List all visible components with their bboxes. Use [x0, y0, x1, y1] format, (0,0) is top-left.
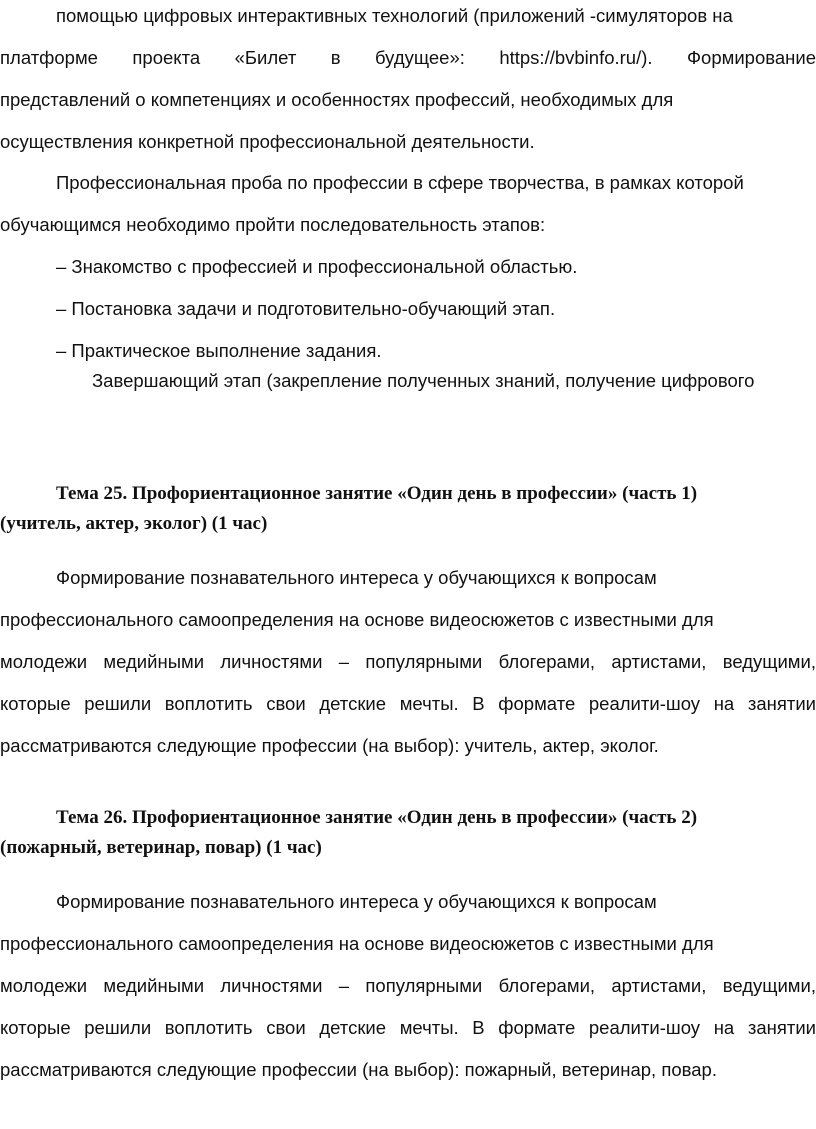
- topic25-body-line-2: профессионального самоопределения на основе видеосюжетов с известными для: [0, 609, 714, 630]
- proba-line-2: обучающимся необходимо пройти последовательность этапов:: [0, 214, 546, 235]
- topic26-body-line-1: Формирование познавательного интереса у обучающихся к вопросам: [56, 891, 657, 912]
- topic25-title-line-1: Тема 25. Профориентационное занятие «Один день в профессии» (часть 1): [56, 483, 698, 504]
- topic26-body-line-5: рассматриваются следующие профессии (на выбор): пожарный, ветеринар, повар.: [0, 1059, 717, 1080]
- topic26-title-line-1: Тема 26. Профориентационное занятие «Один день в профессии» (часть 2): [56, 807, 698, 828]
- topic25-body-line-1: Формирование познавательного интереса у обучающихся к вопросам: [56, 567, 657, 588]
- topic25-body-line-3: молодежи медийными личностями – популярными блогерами, артистами, ведущими,: [0, 651, 816, 672]
- intro-line-2: платформе проекта «Билет в будущее»: https://bvbinfo.ru/). Формирование: [0, 47, 816, 68]
- topic25-title-line-2: (учитель, актер, эколог) (1 час): [0, 513, 268, 534]
- topic26-body-line-4: которые решили воплотить свои детские мечты. В формате реалити-шоу на занятии: [0, 1017, 816, 1038]
- proba-final-step: Завершающий этап (закрепление полученных знаний, получение цифрового: [92, 370, 755, 391]
- proba-step-3: – Практическое выполнение задания.: [56, 340, 382, 361]
- intro-line-1: помощью цифровых интерактивных технологий (приложений -симуляторов на: [56, 5, 733, 26]
- intro-line-4: осуществления конкретной профессиональной деятельности.: [0, 131, 535, 152]
- topic25-body-line-5: рассматриваются следующие профессии (на выбор): учитель, актер, эколог.: [0, 735, 659, 756]
- topic26-body-line-3: молодежи медийными личностями – популярными блогерами, артистами, ведущими,: [0, 975, 816, 996]
- topic26-body-line-2: профессионального самоопределения на основе видеосюжетов с известными для: [0, 933, 714, 954]
- topic26-title-line-2: (пожарный, ветеринар, повар) (1 час): [0, 837, 322, 858]
- topic25-body-line-4: которые решили воплотить свои детские мечты. В формате реалити-шоу на занятии: [0, 693, 816, 714]
- proba-step-1: – Знакомство с профессией и профессиональной областью.: [56, 256, 578, 277]
- proba-line-1: Профессиональная проба по профессии в сфере творчества, в рамках которой: [56, 172, 744, 193]
- proba-step-2: – Постановка задачи и подготовительно-обучающий этап.: [56, 298, 556, 319]
- intro-line-3: представлений о компетенциях и особенностях профессий, необходимых для: [0, 89, 674, 110]
